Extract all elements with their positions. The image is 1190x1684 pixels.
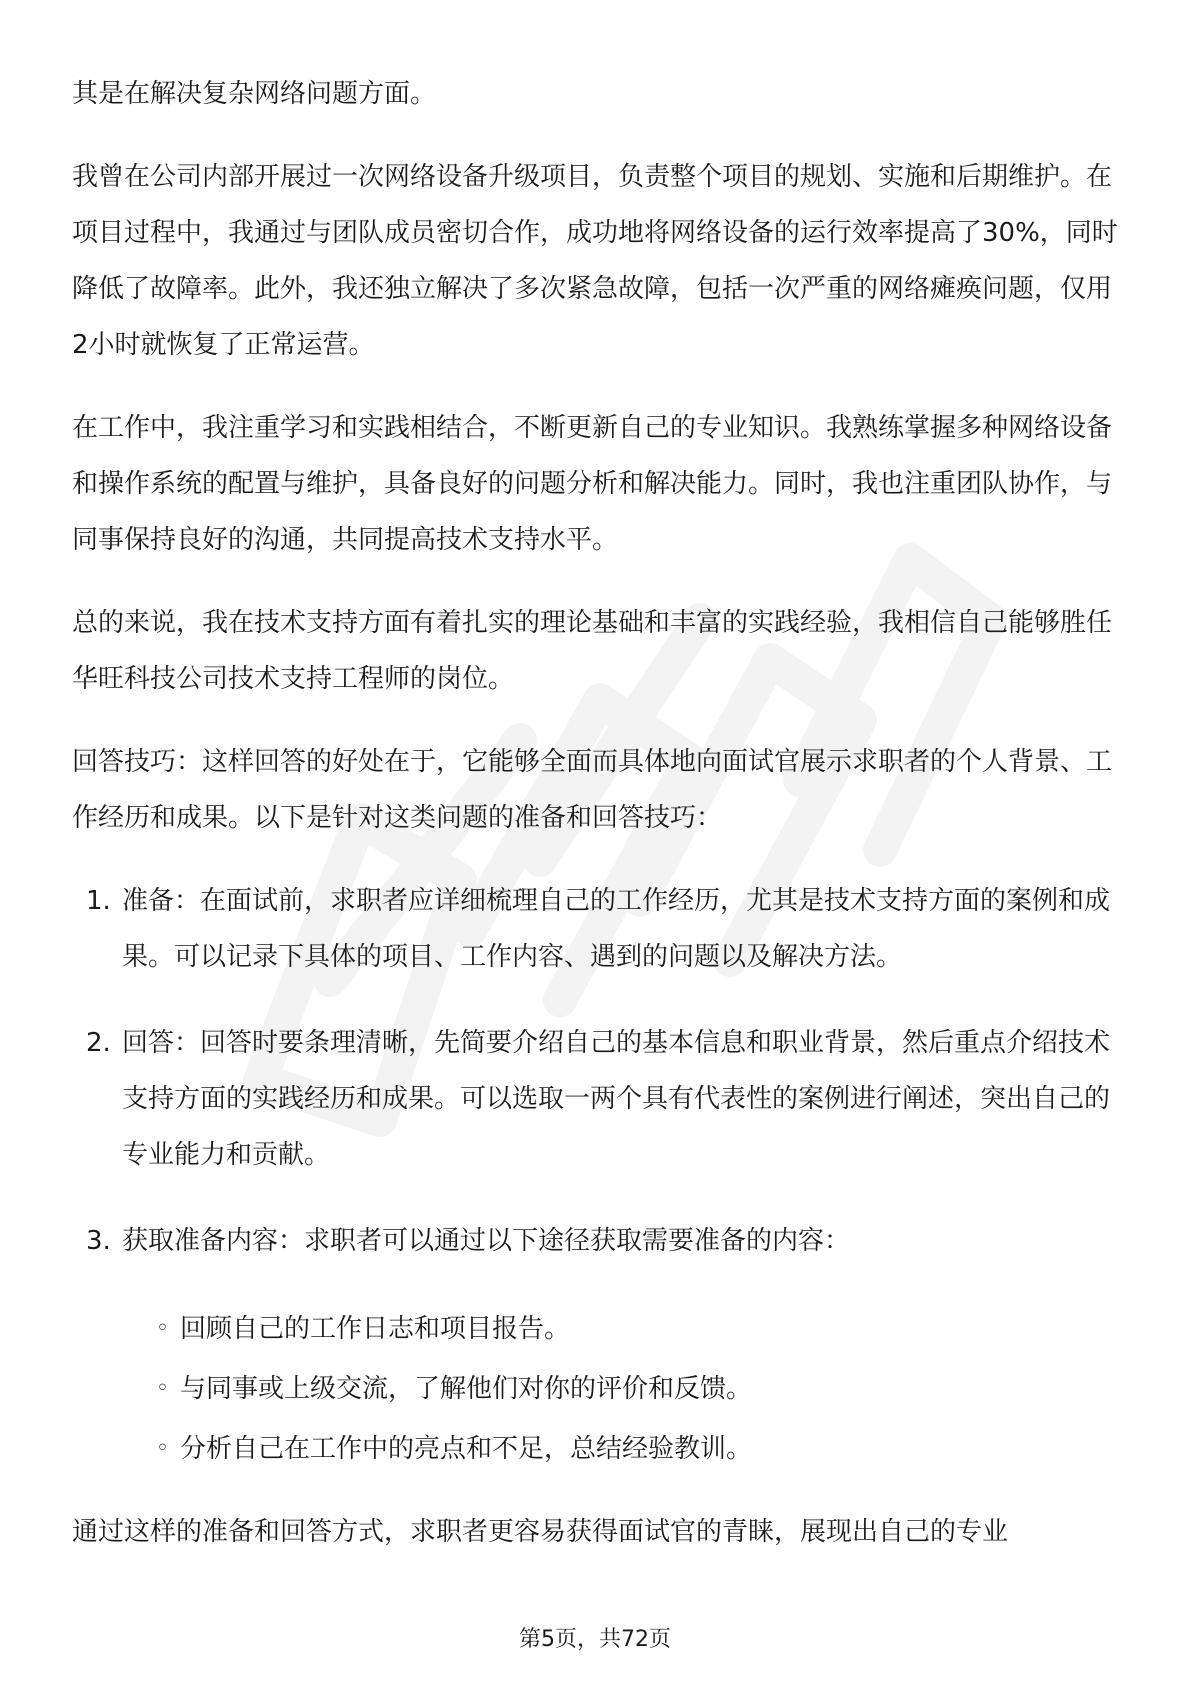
- paragraph-intro-continued: 其是在解决复杂网络问题方面。: [72, 79, 437, 109]
- paragraph-project-experience: 我曾在公司内部开展过一次网络设备升级项目，负责整个项目的规划、实施和后期维护。在项目过程中，我通过与团队成员密切合作，成功地将网络设备的运行效率提高了30%，同时降低了故障率。此外，我还独立解决了多次紧急故障，包括一次严重的网络瘫痪问题，仅用2小时就恢复了正常运营。: [72, 162, 1118, 360]
- list-item-text: 回答：回答时要条理清晰，先简要介绍自己的基本信息和职业背景，然后重点介绍技术支持方面的实践经历和成果。可以选取一两个具有代表性的案例进行阐述，突出自己的专业能力和贡献。: [122, 1028, 1111, 1170]
- bullet-icon: ◦: [156, 1376, 169, 1401]
- list-number: 1.: [86, 886, 111, 916]
- paragraph-answer-tips: 回答技巧：这样回答的好处在于，它能够全面而具体地向面试官展示求职者的个人背景、工作经历和成果。以下是针对这类问题的准备和回答技巧：: [72, 747, 1113, 833]
- list-item-text: 获取准备内容：求职者可以通过以下途径获取需要准备的内容：: [122, 1226, 851, 1256]
- list-number: 2.: [86, 1028, 111, 1058]
- bullet-item: [72, 1299, 1118, 1359]
- bullet-item: [72, 1419, 1118, 1479]
- list-number: 3.: [86, 1226, 111, 1256]
- list-item-text: 准备：在面试前，求职者应详细梳理自己的工作经历，尤其是技术支持方面的案例和成果。可以记录下具体的项目、工作内容、遇到的问题以及解决方法。: [122, 886, 1111, 972]
- list-item: [72, 1015, 1118, 1183]
- bullet-item: [72, 1359, 1118, 1419]
- bullet-item-text: 回顾自己的工作日志和项目报告。: [180, 1314, 571, 1344]
- bullet-list: [72, 1299, 1118, 1479]
- list-item: [72, 1213, 1118, 1269]
- list-item: [72, 873, 1118, 985]
- bullet-icon: ◦: [156, 1436, 169, 1461]
- bullet-item-text: 与同事或上级交流，了解他们对你的评价和反馈。: [180, 1374, 753, 1404]
- paragraph-summary: 总的来说，我在技术支持方面有着扎实的理论基础和丰富的实践经验，我相信自己能够胜任华旺科技公司技术支持工程师的岗位。: [72, 608, 1113, 694]
- paragraph-closing: 通过这样的准备和回答方式，求职者更容易获得面试官的青睐，展现出自己的专业: [72, 1517, 1009, 1547]
- document-body: [72, 66, 1118, 1587]
- bullet-item-text: 分析自己在工作中的亮点和不足，总结经验教训。: [180, 1434, 753, 1464]
- paragraph-work-approach: 在工作中，我注重学习和实践相结合，不断更新自己的专业知识。我熟练掌握多种网络设备和操作系统的配置与维护，具备良好的问题分析和解决能力。同时，我也注重团队协作，与同事保持良好的沟通，共同提高技术支持水平。: [72, 413, 1113, 555]
- page-number-footer: 第5页，共72页: [519, 1627, 671, 1652]
- ordered-list: [72, 873, 1118, 1269]
- bullet-icon: ◦: [156, 1316, 169, 1341]
